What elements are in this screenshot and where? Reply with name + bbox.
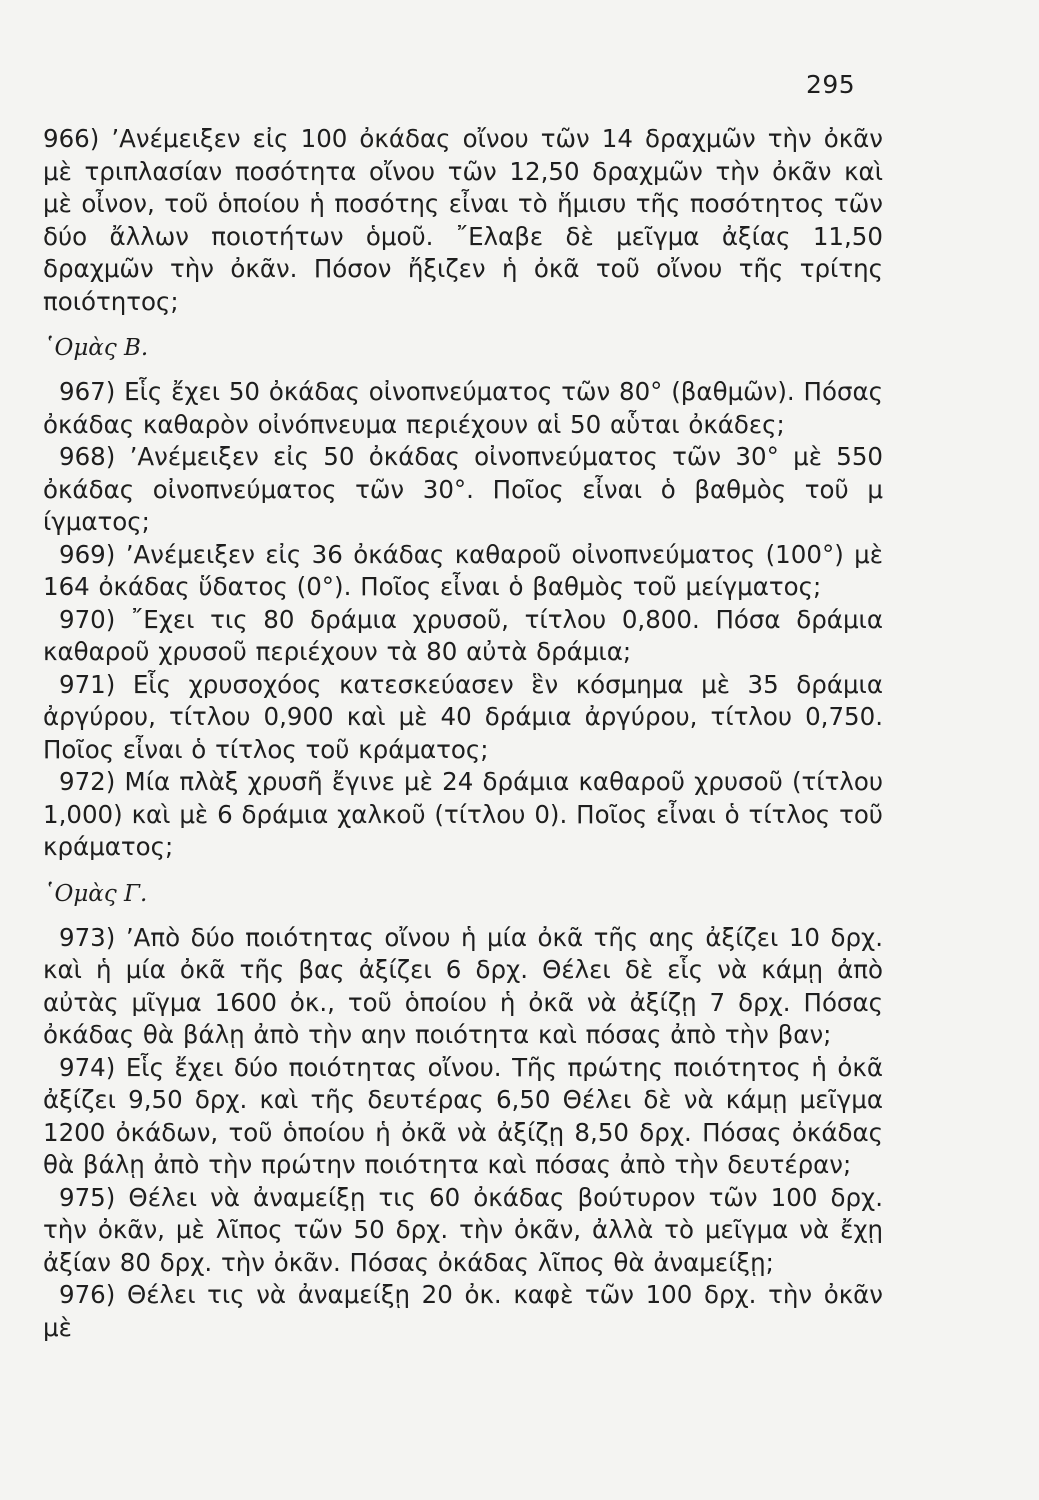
exercise-967: 967) Εἷς ἔχει 50 ὀκάδας οἰνοπνεύματος τῶν 80° (βαθμῶν). Πόσας ὀκάδας καθαρὸν οἰνόπνευμα περιέχουν αἱ 50 αὗται ὀκάδες;	[43, 377, 883, 439]
exercise-972: 972) Μία πλὰξ χρυσῆ ἔγινε μὲ 24 δράμια καθαροῦ χρυσοῦ (τίτλου 1,000) καὶ μὲ 6 δράμια χαλκοῦ (τίτλου 0). Ποῖος εἶναι ὁ τίτλος τοῦ κράματος;	[43, 767, 883, 861]
exercise-973: 973) ’Απὸ δύο ποιότητας οἴνου ἡ μία ὀκᾶ τῆς αης ἀξίζει 10 δρχ. καὶ ἡ μία ὀκᾶ τῆς βας ἀξίζει 6 δρχ. Θέλει δὲ εἷς νὰ κάμῃ ἀπὸ αὐτὰς μῖγμα 1600 ὀκ., τοῦ ὁποίου ἡ ὀκᾶ νὰ ἀξίζῃ 7 δρχ. Πόσας ὀκάδας θὰ βάλῃ ἀπὸ τὴν αην ποιότητα καὶ πόσας ἀπὸ τὴν βαν;	[43, 922, 883, 1049]
group-heading-c: ῾Ομὰς Γ.	[43, 880, 148, 907]
exercise-971: 971) Εἷς χρυσοχόος κατεσκεύασεν ἓν κόσμημα μὲ 35 δράμια ἀργύρου, τίτλου 0,900 καὶ μὲ 40 δράμια ἀργύρου, τίτλου 0,750. Ποῖος εἶναι ὁ τίτλος τοῦ κράματος;	[43, 669, 883, 764]
page-number: 295	[806, 70, 856, 99]
group-heading-b: ῾Ομὰς Β.	[43, 335, 149, 361]
exercise-970: 970) ῎Εχει τις 80 δράμια χρυσοῦ, τίτλου 0,800. Πόσα δράμια καθαροῦ χρυσοῦ περιέχουν τὰ 80 αὐτὰ δράμια;	[43, 604, 883, 666]
page-body	[43, 123, 883, 1344]
exercise-974: 974) Εἷς ἔχει δύο ποιότητας οἴνου. Τῆς πρώτης ποιότητος ἡ ὀκᾶ ἀξίζει 9,50 δρχ. καὶ τῆς δευτέρας 6,50 Θέλει δὲ νὰ κάμῃ μεῖγμα 1200 ὀκάδων, τοῦ ὁποίου ἡ ὀκᾶ νὰ ἀξίζῃ 8,50 δρχ. Πόσας ὀκάδας θὰ βάλῃ ἀπὸ τὴν πρώτην ποιότητα καὶ πόσας ἀπὸ τὴν δευτέραν;	[43, 1052, 883, 1179]
exercise-966: 966) ’Ανέμειξεν εἰς 100 ὀκάδας οἴνου τῶν 14 δραχμῶν τὴν ὀκᾶν μὲ τριπλασίαν ποσότητα οἴνου τῶν 12,50 δραχμῶν τὴν ὀκᾶν καὶ μὲ οἶνον, τοῦ ὁποίου ἡ ποσότης εἶναι τὸ ἥμισυ τῆς ποσότητος τῶν δύο ἄλλων ποιοτήτων ὁμοῦ. ῎Ελαβε δὲ μεῖγμα ἀξίας 11,50 δραχμῶν τὴν ὀκᾶν. Πόσον ἤξιζεν ἡ ὀκᾶ τοῦ οἴνου τῆς τρίτης ποιότητος;	[43, 124, 883, 316]
exercise-976: 976) Θέλει τις νὰ ἀναμείξῃ 20 ὀκ. καφὲ τῶν 100 δρχ. τὴν ὀκᾶν μὲ	[43, 1280, 883, 1342]
exercise-969: 969) ’Ανέμειξεν εἰς 36 ὀκάδας καθαροῦ οἰνοπνεύματος (100°) μὲ 164 ὀκάδας ὕδατος (0°). Ποῖος εἶναι ὁ βαθμὸς τοῦ μείγματος;	[43, 539, 883, 601]
exercise-968: 968) ’Ανέμειξεν εἰς 50 ὀκάδας οἰνοπνεύματος τῶν 30° μὲ 550 ὀκάδας οἰνοπνεύματος τῶν 30°. Ποῖος εἶναι ὁ βαθμὸς τοῦ μ ίγματος;	[43, 442, 883, 536]
exercise-975: 975) Θέλει νὰ ἀναμείξῃ τις 60 ὀκάδας βούτυρον τῶν 100 δρχ. τὴν ὀκᾶν, μὲ λῖπος τῶν 50 δρχ. τὴν ὀκᾶν, ἀλλὰ τὸ μεῖγμα νὰ ἔχῃ ἀξίαν 80 δρχ. τὴν ὀκᾶν. Πόσας ὀκάδας λῖπος θὰ ἀναμείξῃ;	[43, 1182, 883, 1277]
